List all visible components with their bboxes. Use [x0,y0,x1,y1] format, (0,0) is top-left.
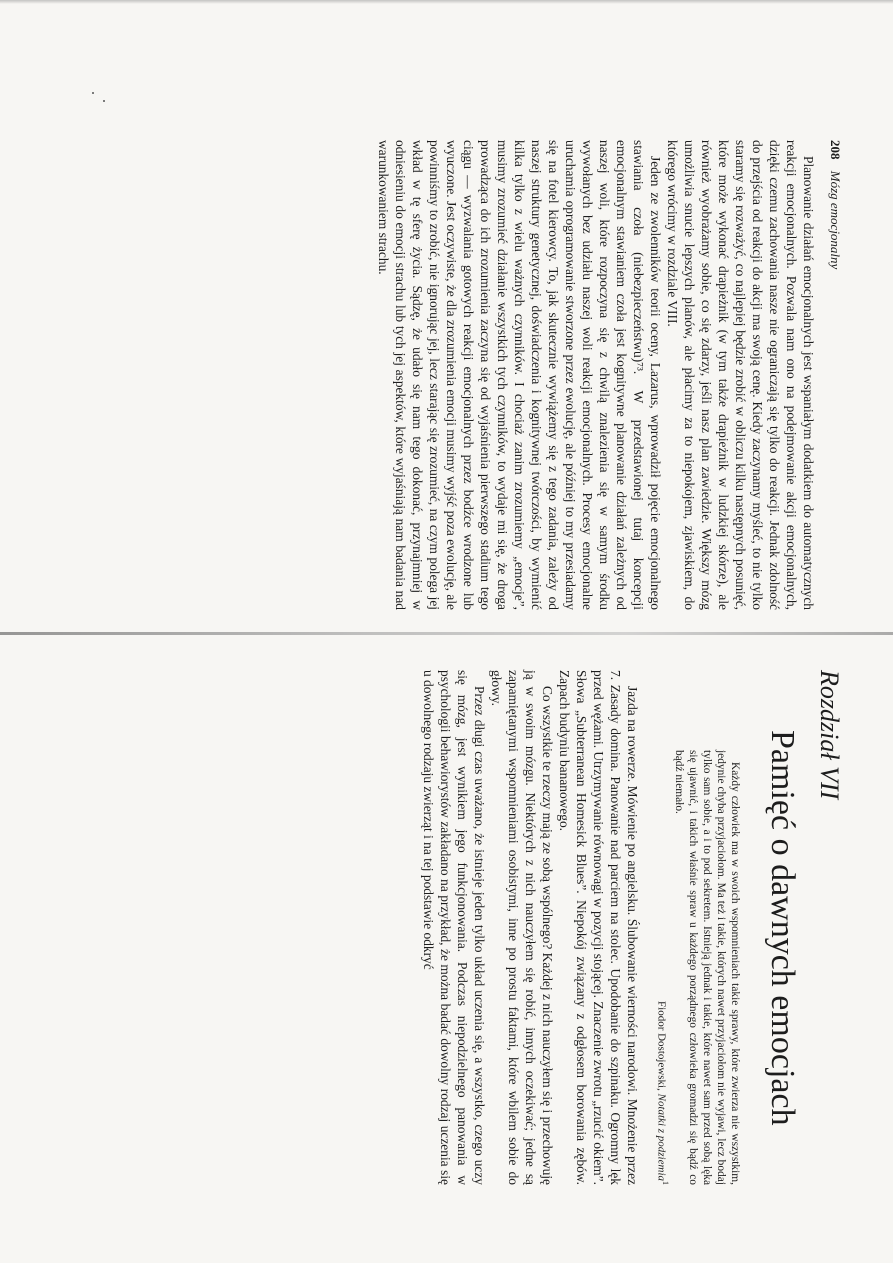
paragraph: Jeden ze zwolenników teorii oceny, Lazarus, wprowadził pojęcie emocjonalnego stawiania czoła (niebezpieczeństwu)⁷³. W przedstawionej tutaj koncepcji emocjonalnym stawianiem czoła jest kognitywne planowanie działań zależnych od naszej woli, które rozpoczyna się z chwilą znalezienia się w samym środku wywołanych bez udziału naszej woli reakcji emocjonalnych. Procesy emocjonalne uruchamia oprogramowanie stworzone przez ewolucję, ale później to my przesiadamy się na fotel kierowcy. To, jak skutecznie wywiążemy się z tego zadania, zależy od naszej struktury genetycznej, doświadczenia i kognitywnej twórczości, by wymienić kilka tylko z wielu ważnych czynników. I chociaż zanim zrozumiemy „emocje”, musimy zrozumieć działanie wszystkich tych czynników, to wydaje mi się, że droga prowadząca do ich zrozumienia zaczyna się od wyjaśnienia pierwszego stadium tego ciągu — wyzwalania gotowych reakcji emocjonalnych przez bodźce wrodzone lub wyuczone. Jest oczywiste, że dla zrozumienia emocji musimy wyjść poza ewolucję, ale powinniśmy to zrobić, nie ignorując jej, lecz starając się zrozumieć, na czym polega jej wkład w tę sferę życia. Sądzę, że udało się nam tego dokonać, przynajmniej w odniesieniu do emocji strachu lub tych jej aspektów, które wyjaśniają nam badania nad warunkowaniem strachu. [376,140,663,610]
footnote-marker: 1 [661,1181,670,1185]
paragraph: Przez długi czas uważano, że istnieje jeden tylko układ uczenia się, a wszystko, czego uczy się mózg, jest wynikiem jego funkcjonowania. Podczas niepodzielnego panowania w psychologii behawiorystów zakładano na przykład, że można badać dowolny rodzaj uczenia się u dowolnego rodzaju zwierząt i na tej podstawie odkryć [421,670,488,1185]
right-page-content [78,670,848,1185]
paragraph: Planowanie działań emocjonalnych jest wspaniałym dodatkiem do automatycznych reakcji emocjonalnych. Pozwala nam ono na podejmowanie akcji emocjonalnych, dzięki czemu zachowania nasze nie ograniczają się tylko do reakcji. Jednak zdolność do przejścia od reakcji do akcji ma swoją cenę. Kiedy zaczynamy myśleć, to nie tylko staramy się rozważyć, co najlepiej będzie zrobić w obliczu kilku następnych posunięć, które może wykonać drapieżnik (w tym także drapieżnik w ludzkiej skórze), ale również wyobrażamy sobie, co się zdarzy, jeśli nasz plan zawiedzie. Większy mózg umożliwia snucie lepszych planów, ale płacimy za to niepokojem, zjawiskiem, do którego wrócimy w rozdziale VIII. [665,140,816,610]
left-page-content [143,140,843,610]
epigraph-author: Fiodor Dostojewski, [655,1001,668,1091]
chapter-label: Rozdział VII [815,670,844,800]
book-title: Mózg emocjonalny [828,170,843,270]
left-page [0,0,893,630]
page-fold [0,632,893,635]
chapter-title: Pamięć o dawnych emocjach [764,730,801,1126]
right-page [0,636,893,1263]
paragraph: Co wszystkie te rzeczy mają ze sobą wspólnego? Każdej z nich nauczyłem się i przechowuję ją w swoim mózgu. Niektórych z nich nauczyłem się robić, innych oczekiwać; jedne są zapamiętanymi wspomnieniami osobistymi, inne po prostu faktami, które wbilem sobie do głowy. [489,670,556,1185]
epigraph: Każdy człowiek ma w swoich wspomnieniach takie sprawy, które zwierza nie wszystkim, jedynie chyba przyjaciołom. Ma też i takie, których nawet przyjaciołom nie wyjawi, lecz bodaj tylko sam sobie, a i to pod sekretem. Istnieją jednak i takie, które nawet sam przed sobą lęka się ujawnić, i takich właśnie spraw u każdego porządnego człowieka gromadzi się bądź co bądź niemało. [673,750,741,1185]
epigraph-work: Notatki z podziemia [655,1093,668,1181]
epigraph-source [655,670,670,1185]
running-head [827,140,843,610]
paragraph: Jazda na rowerze. Mówienie po angielsku. Ślubowanie wierności narodowi. Mnożenie przez 7. Zasady domina. Panowanie nad parciem na stolec. Upodobanie do szpinaku. Ogromny lęk przed wężami. Utrzymywanie równowagi w pozycji stojącej. Znaczenie zwrotu „rzucić okiem”. Słowa „Subterranean Homesick Blues”. Niepokój związany z odgłosem borowania zębów. Zapach budyniu bananowego. [557,670,641,1185]
page-number: 208 [828,140,843,160]
